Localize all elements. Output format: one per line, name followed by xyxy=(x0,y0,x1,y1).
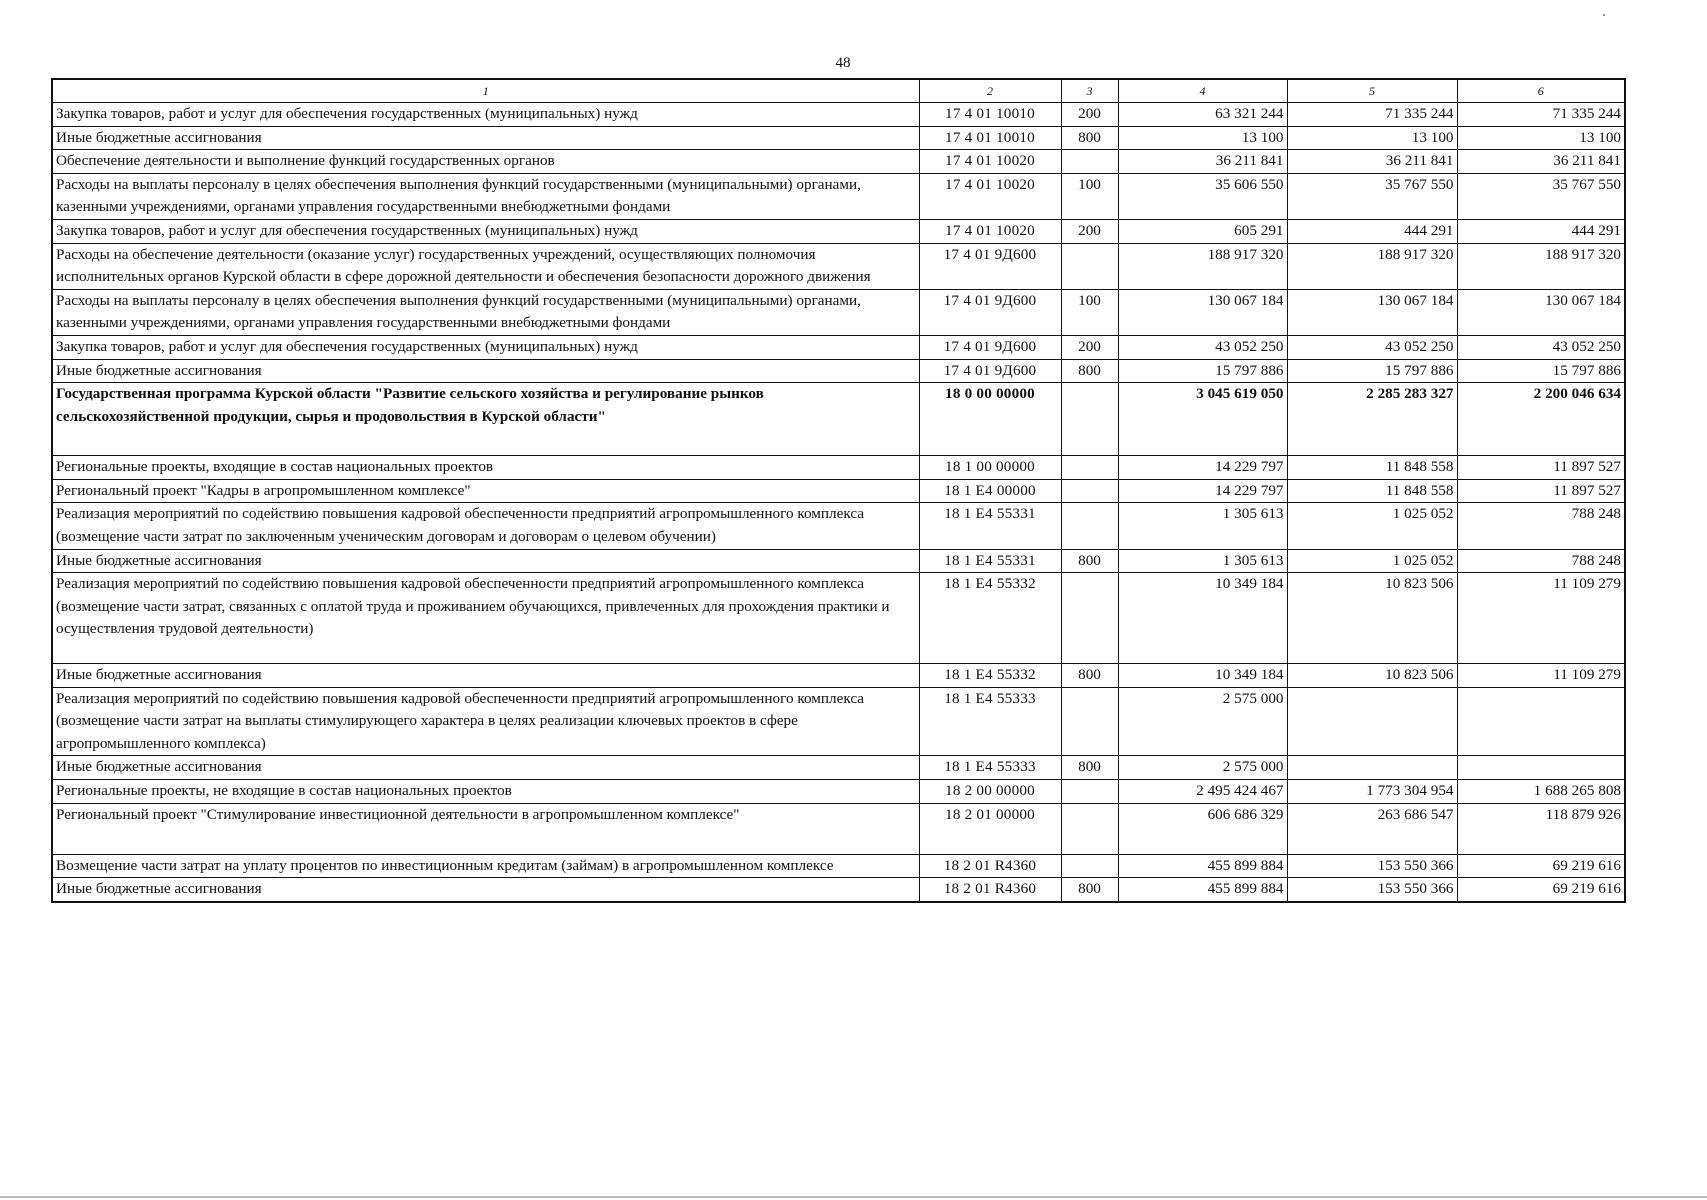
column-header-6: 6 xyxy=(1457,79,1625,103)
row-amount-col5: 263 686 547 xyxy=(1287,803,1457,854)
table-row xyxy=(52,219,1625,243)
row-amount-col5: 153 550 366 xyxy=(1287,878,1457,902)
row-amount-col6: 35 767 550 xyxy=(1457,173,1625,219)
row-code: 17 4 01 9Д600 xyxy=(919,359,1061,383)
table-row xyxy=(52,383,1625,456)
row-expense-type xyxy=(1061,243,1118,289)
row-code: 18 1 Е4 55332 xyxy=(919,664,1061,688)
row-code: 17 4 01 10020 xyxy=(919,219,1061,243)
row-expense-type xyxy=(1061,780,1118,804)
table-row xyxy=(52,479,1625,503)
table-row xyxy=(52,573,1625,664)
table-row xyxy=(52,289,1625,335)
row-expense-type xyxy=(1061,383,1118,456)
scan-edge-line xyxy=(0,1196,1707,1198)
row-amount-col5: 36 211 841 xyxy=(1287,150,1457,174)
row-amount-col5: 15 797 886 xyxy=(1287,359,1457,383)
row-amount-col6: 1 688 265 808 xyxy=(1457,780,1625,804)
row-name: Иные бюджетные ассигнования xyxy=(52,126,919,150)
row-name: Расходы на выплаты персоналу в целях обеспечения выполнения функций государственными (муниципальными) органами, казенными учреждениями, органами управления государственными внебюджетными фондами xyxy=(52,289,919,335)
row-amount-col6: 36 211 841 xyxy=(1457,150,1625,174)
row-amount-col6: 2 200 046 634 xyxy=(1457,383,1625,456)
row-code: 17 4 01 10010 xyxy=(919,103,1061,127)
row-amount-col4: 13 100 xyxy=(1118,126,1287,150)
row-code: 18 1 Е4 00000 xyxy=(919,479,1061,503)
row-name: Закупка товаров, работ и услуг для обеспечения государственных (муниципальных) нужд xyxy=(52,335,919,359)
table-row xyxy=(52,103,1625,127)
row-amount-col6: 69 219 616 xyxy=(1457,878,1625,902)
row-amount-col4: 2 575 000 xyxy=(1118,756,1287,780)
table-row xyxy=(52,854,1625,878)
row-name: Иные бюджетные ассигнования xyxy=(52,878,919,902)
row-code: 18 1 Е4 55331 xyxy=(919,549,1061,573)
row-expense-type: 800 xyxy=(1061,878,1118,902)
table-row xyxy=(52,503,1625,549)
row-amount-col4: 10 349 184 xyxy=(1118,664,1287,688)
row-expense-type: 200 xyxy=(1061,335,1118,359)
table-row xyxy=(52,456,1625,480)
row-amount-col4: 605 291 xyxy=(1118,219,1287,243)
table-row xyxy=(52,803,1625,854)
row-expense-type xyxy=(1061,150,1118,174)
table-row xyxy=(52,687,1625,756)
row-amount-col4: 43 052 250 xyxy=(1118,335,1287,359)
row-expense-type: 800 xyxy=(1061,756,1118,780)
row-name: Реализация мероприятий по содействию повышения кадровой обеспеченности предприятий агропромышленного комплекса (возмещение части затрат, связанных с оплатой труда и проживанием обучающихся, привлеченных для прохождения практики и осуществления трудовой деятельности) xyxy=(52,573,919,664)
column-header-4: 4 xyxy=(1118,79,1287,103)
row-name: Иные бюджетные ассигнования xyxy=(52,549,919,573)
row-expense-type xyxy=(1061,503,1118,549)
row-amount-col4: 63 321 244 xyxy=(1118,103,1287,127)
row-code: 18 2 01 R4360 xyxy=(919,878,1061,902)
row-code: 18 2 00 00000 xyxy=(919,780,1061,804)
row-amount-col4: 15 797 886 xyxy=(1118,359,1287,383)
row-code: 18 2 01 00000 xyxy=(919,803,1061,854)
row-expense-type: 100 xyxy=(1061,289,1118,335)
row-name: Расходы на обеспечение деятельности (оказание услуг) государственных учреждений, осуществляющих полномочия исполнительных органов Курской области в сфере дорожной деятельности и обеспечения безопасности дорожного движения xyxy=(52,243,919,289)
row-name: Закупка товаров, работ и услуг для обеспечения государственных (муниципальных) нужд xyxy=(52,103,919,127)
column-number-row xyxy=(52,79,1625,103)
row-expense-type: 800 xyxy=(1061,664,1118,688)
column-header-5: 5 xyxy=(1287,79,1457,103)
row-amount-col5: 71 335 244 xyxy=(1287,103,1457,127)
row-amount-col4: 1 305 613 xyxy=(1118,549,1287,573)
row-expense-type: 800 xyxy=(1061,126,1118,150)
row-amount-col5: 11 848 558 xyxy=(1287,456,1457,480)
column-header-1: 1 xyxy=(52,79,919,103)
row-amount-col4: 1 305 613 xyxy=(1118,503,1287,549)
row-amount-col6: 188 917 320 xyxy=(1457,243,1625,289)
row-amount-col4: 3 045 619 050 xyxy=(1118,383,1287,456)
row-amount-col6: 11 109 279 xyxy=(1457,573,1625,664)
row-amount-col6: 444 291 xyxy=(1457,219,1625,243)
row-amount-col6: 118 879 926 xyxy=(1457,803,1625,854)
row-amount-col4: 455 899 884 xyxy=(1118,854,1287,878)
row-code: 17 4 01 9Д600 xyxy=(919,335,1061,359)
table-row xyxy=(52,549,1625,573)
row-amount-col5: 35 767 550 xyxy=(1287,173,1457,219)
row-expense-type xyxy=(1061,854,1118,878)
table-row xyxy=(52,664,1625,688)
row-amount-col5: 188 917 320 xyxy=(1287,243,1457,289)
row-code: 17 4 01 10020 xyxy=(919,173,1061,219)
row-code: 18 1 Е4 55333 xyxy=(919,687,1061,756)
row-amount-col6: 69 219 616 xyxy=(1457,854,1625,878)
row-name: Расходы на выплаты персоналу в целях обеспечения выполнения функций государственными (муниципальными) органами, казенными учреждениями, органами управления государственными внебюджетными фондами xyxy=(52,173,919,219)
table-row xyxy=(52,150,1625,174)
row-amount-col4: 14 229 797 xyxy=(1118,456,1287,480)
table-row xyxy=(52,335,1625,359)
row-code: 17 4 01 9Д600 xyxy=(919,243,1061,289)
table-row xyxy=(52,756,1625,780)
row-name: Иные бюджетные ассигнования xyxy=(52,359,919,383)
row-expense-type: 800 xyxy=(1061,549,1118,573)
row-amount-col5: 13 100 xyxy=(1287,126,1457,150)
row-expense-type: 200 xyxy=(1061,219,1118,243)
row-amount-col6: 71 335 244 xyxy=(1457,103,1625,127)
row-amount-col5: 1 025 052 xyxy=(1287,503,1457,549)
row-amount-col6: 13 100 xyxy=(1457,126,1625,150)
row-name: Иные бюджетные ассигнования xyxy=(52,664,919,688)
row-expense-type xyxy=(1061,479,1118,503)
scan-artifact xyxy=(1603,14,1605,16)
row-amount-col4: 36 211 841 xyxy=(1118,150,1287,174)
row-code: 18 1 Е4 55331 xyxy=(919,503,1061,549)
row-amount-col5: 153 550 366 xyxy=(1287,854,1457,878)
row-name: Региональный проект "Стимулирование инвестиционной деятельности в агропромышленном комплексе" xyxy=(52,803,919,854)
row-expense-type xyxy=(1061,687,1118,756)
row-code: 18 1 00 00000 xyxy=(919,456,1061,480)
row-code: 18 1 Е4 55332 xyxy=(919,573,1061,664)
table-row xyxy=(52,359,1625,383)
row-name: Региональные проекты, не входящие в состав национальных проектов xyxy=(52,780,919,804)
column-header-3: 3 xyxy=(1061,79,1118,103)
row-expense-type: 800 xyxy=(1061,359,1118,383)
table-row xyxy=(52,243,1625,289)
row-amount-col6: 130 067 184 xyxy=(1457,289,1625,335)
row-amount-col6: 11 109 279 xyxy=(1457,664,1625,688)
row-amount-col5 xyxy=(1287,687,1457,756)
row-name: Иные бюджетные ассигнования xyxy=(52,756,919,780)
row-amount-col5: 1 025 052 xyxy=(1287,549,1457,573)
table-row xyxy=(52,878,1625,902)
row-code: 18 0 00 00000 xyxy=(919,383,1061,456)
table-body xyxy=(52,79,1625,902)
row-amount-col5 xyxy=(1287,756,1457,780)
row-amount-col5: 10 823 506 xyxy=(1287,573,1457,664)
table-row xyxy=(52,173,1625,219)
row-amount-col4: 2 575 000 xyxy=(1118,687,1287,756)
row-amount-col6 xyxy=(1457,756,1625,780)
row-amount-col6: 788 248 xyxy=(1457,549,1625,573)
row-amount-col6 xyxy=(1457,687,1625,756)
row-expense-type xyxy=(1061,803,1118,854)
row-amount-col5: 130 067 184 xyxy=(1287,289,1457,335)
row-code: 18 2 01 R4360 xyxy=(919,854,1061,878)
row-amount-col4: 14 229 797 xyxy=(1118,479,1287,503)
row-name: Региональные проекты, входящие в состав национальных проектов xyxy=(52,456,919,480)
page-number: 48 xyxy=(835,55,851,71)
row-expense-type xyxy=(1061,456,1118,480)
row-amount-col6: 15 797 886 xyxy=(1457,359,1625,383)
row-amount-col4: 188 917 320 xyxy=(1118,243,1287,289)
row-amount-col5: 1 773 304 954 xyxy=(1287,780,1457,804)
row-name: Региональный проект "Кадры в агропромышленном комплексе" xyxy=(52,479,919,503)
row-amount-col6: 43 052 250 xyxy=(1457,335,1625,359)
row-amount-col6: 788 248 xyxy=(1457,503,1625,549)
row-amount-col5: 11 848 558 xyxy=(1287,479,1457,503)
row-name: Обеспечение деятельности и выполнение функций государственных органов xyxy=(52,150,919,174)
row-amount-col6: 11 897 527 xyxy=(1457,456,1625,480)
row-expense-type xyxy=(1061,573,1118,664)
row-amount-col5: 444 291 xyxy=(1287,219,1457,243)
row-code: 17 4 01 9Д600 xyxy=(919,289,1061,335)
row-amount-col4: 455 899 884 xyxy=(1118,878,1287,902)
row-expense-type: 100 xyxy=(1061,173,1118,219)
row-expense-type: 200 xyxy=(1061,103,1118,127)
row-code: 17 4 01 10010 xyxy=(919,126,1061,150)
table-row xyxy=(52,780,1625,804)
row-amount-col5: 10 823 506 xyxy=(1287,664,1457,688)
row-amount-col4: 130 067 184 xyxy=(1118,289,1287,335)
row-amount-col4: 606 686 329 xyxy=(1118,803,1287,854)
row-amount-col4: 35 606 550 xyxy=(1118,173,1287,219)
row-amount-col4: 2 495 424 467 xyxy=(1118,780,1287,804)
row-name: Возмещение части затрат на уплату процентов по инвестиционным кредитам (займам) в агропромышленном комплексе xyxy=(52,854,919,878)
row-code: 17 4 01 10020 xyxy=(919,150,1061,174)
column-header-2: 2 xyxy=(919,79,1061,103)
table-row xyxy=(52,126,1625,150)
row-name: Реализация мероприятий по содействию повышения кадровой обеспеченности предприятий агропромышленного комплекса (возмещение части затрат на выплаты стимулирующего характера в целях реализации ключевых проектов в сфере агропромышленного комплекса) xyxy=(52,687,919,756)
row-name: Государственная программа Курской области "Развитие сельского хозяйства и регулирование рынков сельскохозяйственной продукции, сырья и продовольствия в Курской области" xyxy=(52,383,919,456)
row-amount-col5: 2 285 283 327 xyxy=(1287,383,1457,456)
row-name: Закупка товаров, работ и услуг для обеспечения государственных (муниципальных) нужд xyxy=(52,219,919,243)
row-amount-col6: 11 897 527 xyxy=(1457,479,1625,503)
budget-table xyxy=(51,78,1626,903)
row-code: 18 1 Е4 55333 xyxy=(919,756,1061,780)
row-amount-col5: 43 052 250 xyxy=(1287,335,1457,359)
row-amount-col4: 10 349 184 xyxy=(1118,573,1287,664)
row-name: Реализация мероприятий по содействию повышения кадровой обеспеченности предприятий агропромышленного комплекса (возмещение части затрат по заключенным ученическим договорам и договорам о целевом обучении) xyxy=(52,503,919,549)
